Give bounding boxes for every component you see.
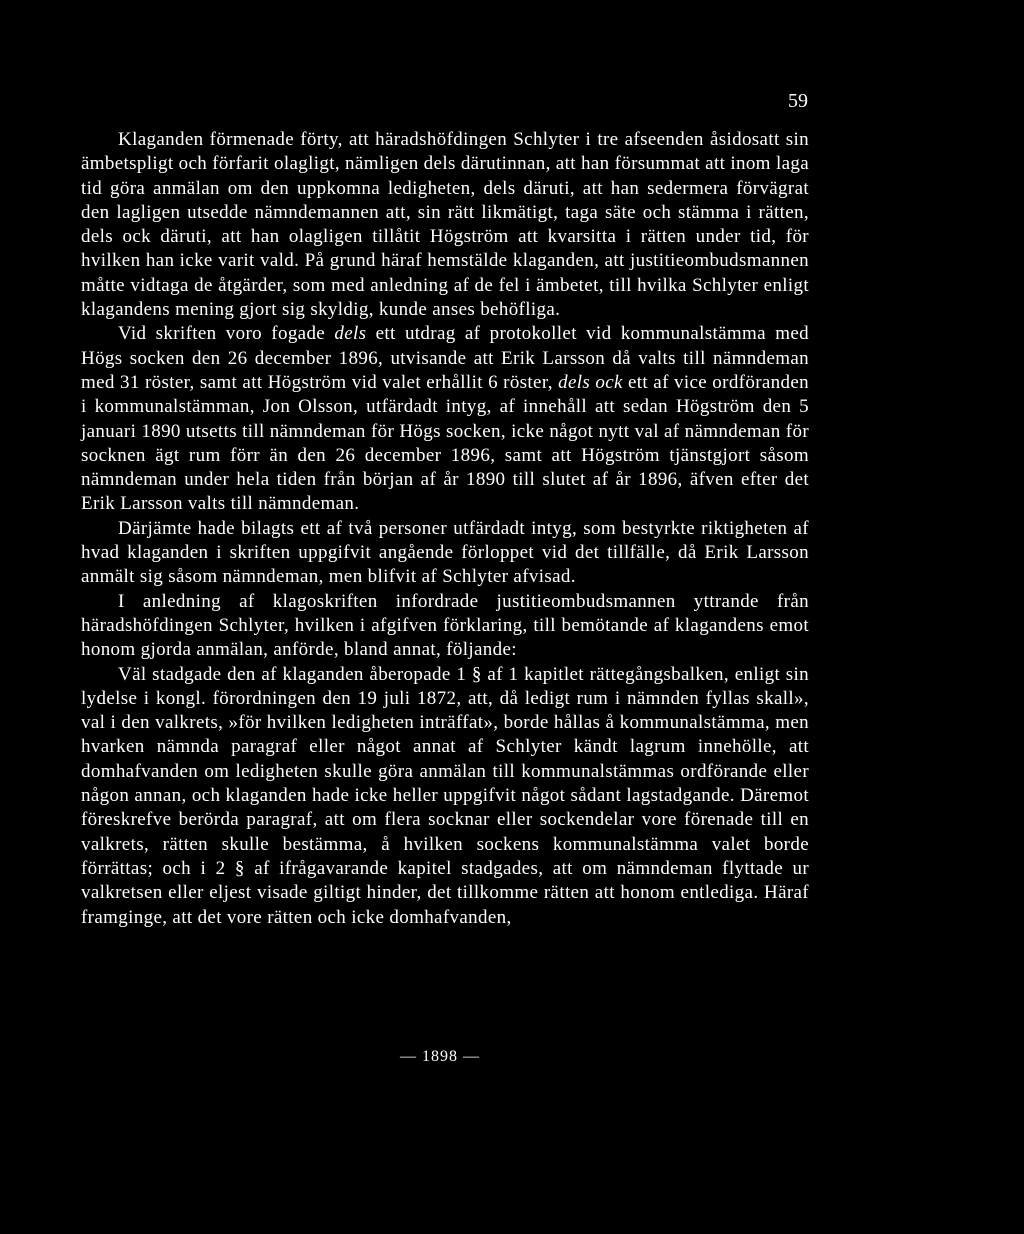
paragraph-text: I anledning af klagoskriften infordrade justitieombudsmannen yttrande från häradshöfdingen Schlyter, hvilken i afgifven förklaring, till bemötande af klagandens emot honom gjorda anmälan, anförde, bland annat, följande: (81, 590, 809, 661)
paragraph-text: Därjämte hade bilagts ett af två personer utfärdadt intyg, som bestyrkte riktigheten af hvad klaganden i skriften uppgifvit angående förloppet vid det tillfälle, då Erik Larsson anmält sig såsom nämndeman, men blifvit af Schlyter afvisad. (81, 517, 809, 588)
emphasis-text: dels ock (558, 371, 623, 393)
paragraph-complaint-summary (81, 128, 809, 322)
paragraph-attachments (81, 322, 809, 516)
paragraph-legal-argument (81, 663, 809, 930)
paragraph-statement-request (81, 590, 809, 663)
paragraph-text: ett af vice ordföranden i kommunalstämman, Jon Olsson, utfärdadt intyg, af innehåll att sedan Högström den 5 januari 1890 utsetts till nämndeman för Högs socken, icke något nytt val af nämndeman för socknen ägt rum förr än den 26 december 1896, samt att Högström tjänstgjort såsom nämndeman under hela tiden från början af år 1890 till slutet af år 1896, äfven efter det Erik Larsson valts till nämndeman. (81, 371, 809, 515)
page-footer-year: — 1898 — (400, 1048, 480, 1065)
emphasis-text: dels (334, 323, 367, 345)
paragraph-text: Väl stadgade den af klaganden åberopade 1 § af 1 kapitlet rättegångsbalken, enligt sin lydelse i kongl. förordningen den 19 juli 1872, att, då ledigt rum i nämnden fyllas skall», val i den valkrets, »för hvilken ledigheten inträffat», borde hållas å kommunalstämma, men hvarken nämnda paragraf eller något annat af Schlyter kändt lagrum innehölle, att domhafvanden om ledigheten skulle göra anmälan till kommunalstämmas ordförande eller någon annan, och klaganden hade icke heller uppgifvit något sådant lagstadgande. Däremot föreskrefve berörda paragraf, att om flera socknar eller sockendelar vore förenade till en valkrets, rätten skulle bestämma, å hvilken sockens kommunalstämma valet borde förrättas; och i 2 § af ifrågavarande kapitel stadgades, att om nämndeman flyttade ur valkretsen eller eljest visade giltigt hinder, det tillkomme rätten att honom entlediga. Häraf framginge, att det vore rätten och icke domhafvanden, (81, 663, 809, 928)
body-text (81, 128, 809, 930)
paragraph-text: Vid skriften voro fogade (118, 323, 335, 345)
paragraph-text: Klaganden förmenade förty, att häradshöfdingen Schlyter i tre afseenden åsidosatt sin ämbetspligt och förfarit olagligt, nämligen dels därutinnan, att han försummat att inom laga tid göra anmälan om den uppkomna ledigheten, dels däruti, att han sedermera förvägrat den lagligen utsedde nämndemannen att, sin rätt likmätigt, taga säte och stämma i rätten, dels ock däruti, att han olagligen tillåtit Högström att kvarsitta i rätten under tid, för hvilken han icke varit vald. På grund häraf hemstälde klaganden, att justitieombudsmannen måtte vidtaga de åtgärder, som med anledning af de fel i ämbetet, till hvilka Schlyter enligt klagandens mening gjort sig skyldig, kunde anses behöfliga. (81, 129, 809, 321)
paragraph-certificate (81, 517, 809, 590)
paragraph-text: ett utdrag af protokollet vid kommunalstämma med Högs socken den 26 december 1896, utvisande att Erik Larsson då valts till nämndeman med 31 röster, samt att Högström vid valet erhållit 6 röster, (81, 323, 809, 393)
page-number: 59 (788, 90, 808, 112)
